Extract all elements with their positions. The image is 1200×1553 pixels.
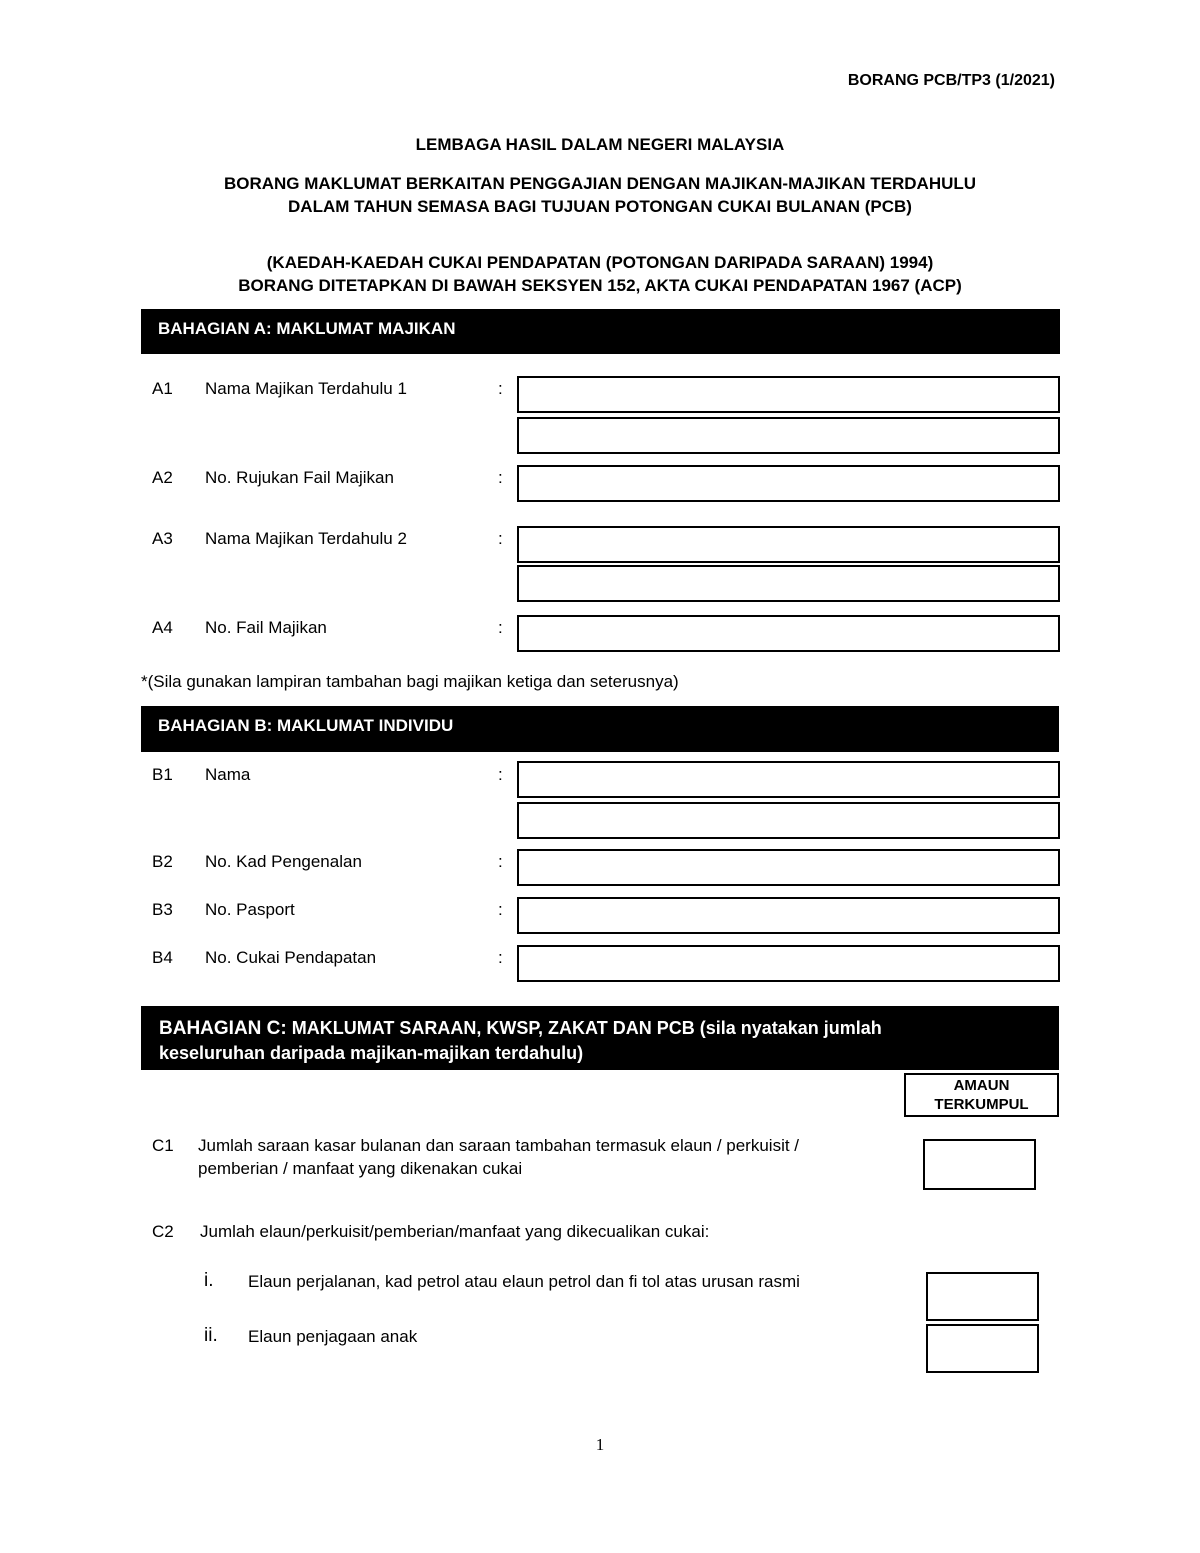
previous-employer-1-name-field-line-2[interactable] [517,417,1060,454]
field-colon: : [498,948,503,967]
accumulated-amount-header-line-2: TERKUMPUL [934,1096,1029,1113]
field-label-previous-employer-2: Nama Majikan Terdahulu 2 [205,529,407,548]
section-c-title-lead: BAHAGIAN C: [159,1018,287,1039]
form-title-line-2: DALAM TAHUN SEMASA BAGI TUJUAN POTONGAN CUKAI BULANAN (PCB) [288,197,912,216]
c1-description-line-1: Jumlah saraan kasar bulanan dan saraan tambahan termasuk elaun / perkuisit / [198,1136,800,1155]
c2-item-i-amount-field[interactable] [926,1272,1039,1321]
passport-number-field[interactable] [517,897,1060,934]
field-label-employer-file-number: No. Fail Majikan [205,618,327,637]
section-c-title-line-2: keseluruhan daripada majikan-majikan terdahulu) [159,1043,584,1063]
accumulated-amount-header-line-1: AMAUN [953,1077,1010,1094]
section-c-header [141,1006,1059,1070]
field-label-name: Nama [205,765,251,784]
field-code-c1: C1 [152,1136,174,1155]
c2-description: Jumlah elaun/perkuisit/pemberian/manfaat yang dikecualikan cukai: [200,1222,710,1241]
field-code-a1: A1 [152,379,173,398]
field-code-b2: B2 [152,852,173,871]
accumulated-amount-header [904,1073,1059,1117]
field-label-identity-card-number: No. Kad Pengenalan [205,852,362,871]
section-c-title-line-1 [159,1016,1059,1041]
section-c-title-rest: MAKLUMAT SARAAN, KWSP, ZAKAT DAN PCB (sila nyatakan jumlah [286,1018,882,1038]
field-code-b1: B1 [152,765,173,784]
c1-amount-field[interactable] [923,1139,1036,1190]
c2-item-ii-description: Elaun penjagaan anak [248,1327,418,1346]
field-code-a3: A3 [152,529,173,548]
page-number: 1 [595,1435,605,1454]
c2-item-ii-amount-field[interactable] [926,1324,1039,1373]
c1-description-line-2: pemberian / manfaat yang dikenakan cukai [198,1159,523,1178]
employer-file-number-field[interactable] [517,615,1060,652]
field-colon: : [498,900,503,919]
field-label-previous-employer-1: Nama Majikan Terdahulu 1 [205,379,407,398]
section-b-header: BAHAGIAN B: MAKLUMAT INDIVIDU [141,706,1059,752]
field-code-b3: B3 [152,900,173,919]
employer-file-reference-field[interactable] [517,465,1060,502]
income-tax-number-field[interactable] [517,945,1060,982]
rules-line-1: (KAEDAH-KAEDAH CUKAI PENDAPATAN (POTONGAN DARIPADA SARAAN) 1994) [266,253,934,272]
field-colon: : [498,529,503,548]
name-field-line-1[interactable] [517,761,1060,798]
previous-employer-1-name-field-line-1[interactable] [517,376,1060,413]
c2-item-i-description: Elaun perjalanan, kad petrol atau elaun petrol dan fi tol atas urusan rasmi [248,1272,800,1291]
field-label-income-tax-number: No. Cukai Pendapatan [205,948,377,967]
field-code-c2: C2 [152,1222,174,1241]
field-label-employer-file-reference: No. Rujukan Fail Majikan [205,468,394,487]
field-code-b4: B4 [152,948,173,967]
field-colon: : [498,618,503,637]
field-code-a4: A4 [152,618,173,637]
identity-card-number-field[interactable] [517,849,1060,886]
additional-employer-note: *(Sila gunakan lampiran tambahan bagi majikan ketiga dan seterusnya) [141,672,679,691]
previous-employer-2-name-field-line-1[interactable] [517,526,1060,563]
name-field-line-2[interactable] [517,802,1060,839]
c2-item-ii-numeral: ii. [204,1325,218,1346]
field-label-passport-number: No. Pasport [205,900,295,919]
c2-item-i-numeral: i. [204,1270,214,1291]
agency-title: LEMBAGA HASIL DALAM NEGERI MALAYSIA [415,135,785,154]
form-title-line-1: BORANG MAKLUMAT BERKAITAN PENGGAJIAN DENGAN MAJIKAN-MAJIKAN TERDAHULU [223,174,977,193]
field-colon: : [498,765,503,784]
form-code: BORANG PCB/TP3 (1/2021) [847,72,1055,89]
field-colon: : [498,852,503,871]
previous-employer-2-name-field-line-2[interactable] [517,565,1060,602]
field-colon: : [498,468,503,487]
field-colon: : [498,379,503,398]
field-code-a2: A2 [152,468,173,487]
section-a-header: BAHAGIAN A: MAKLUMAT MAJIKAN [141,309,1060,354]
rules-line-2: BORANG DITETAPKAN DI BAWAH SEKSYEN 152, AKTA CUKAI PENDAPATAN 1967 (ACP) [238,276,962,295]
